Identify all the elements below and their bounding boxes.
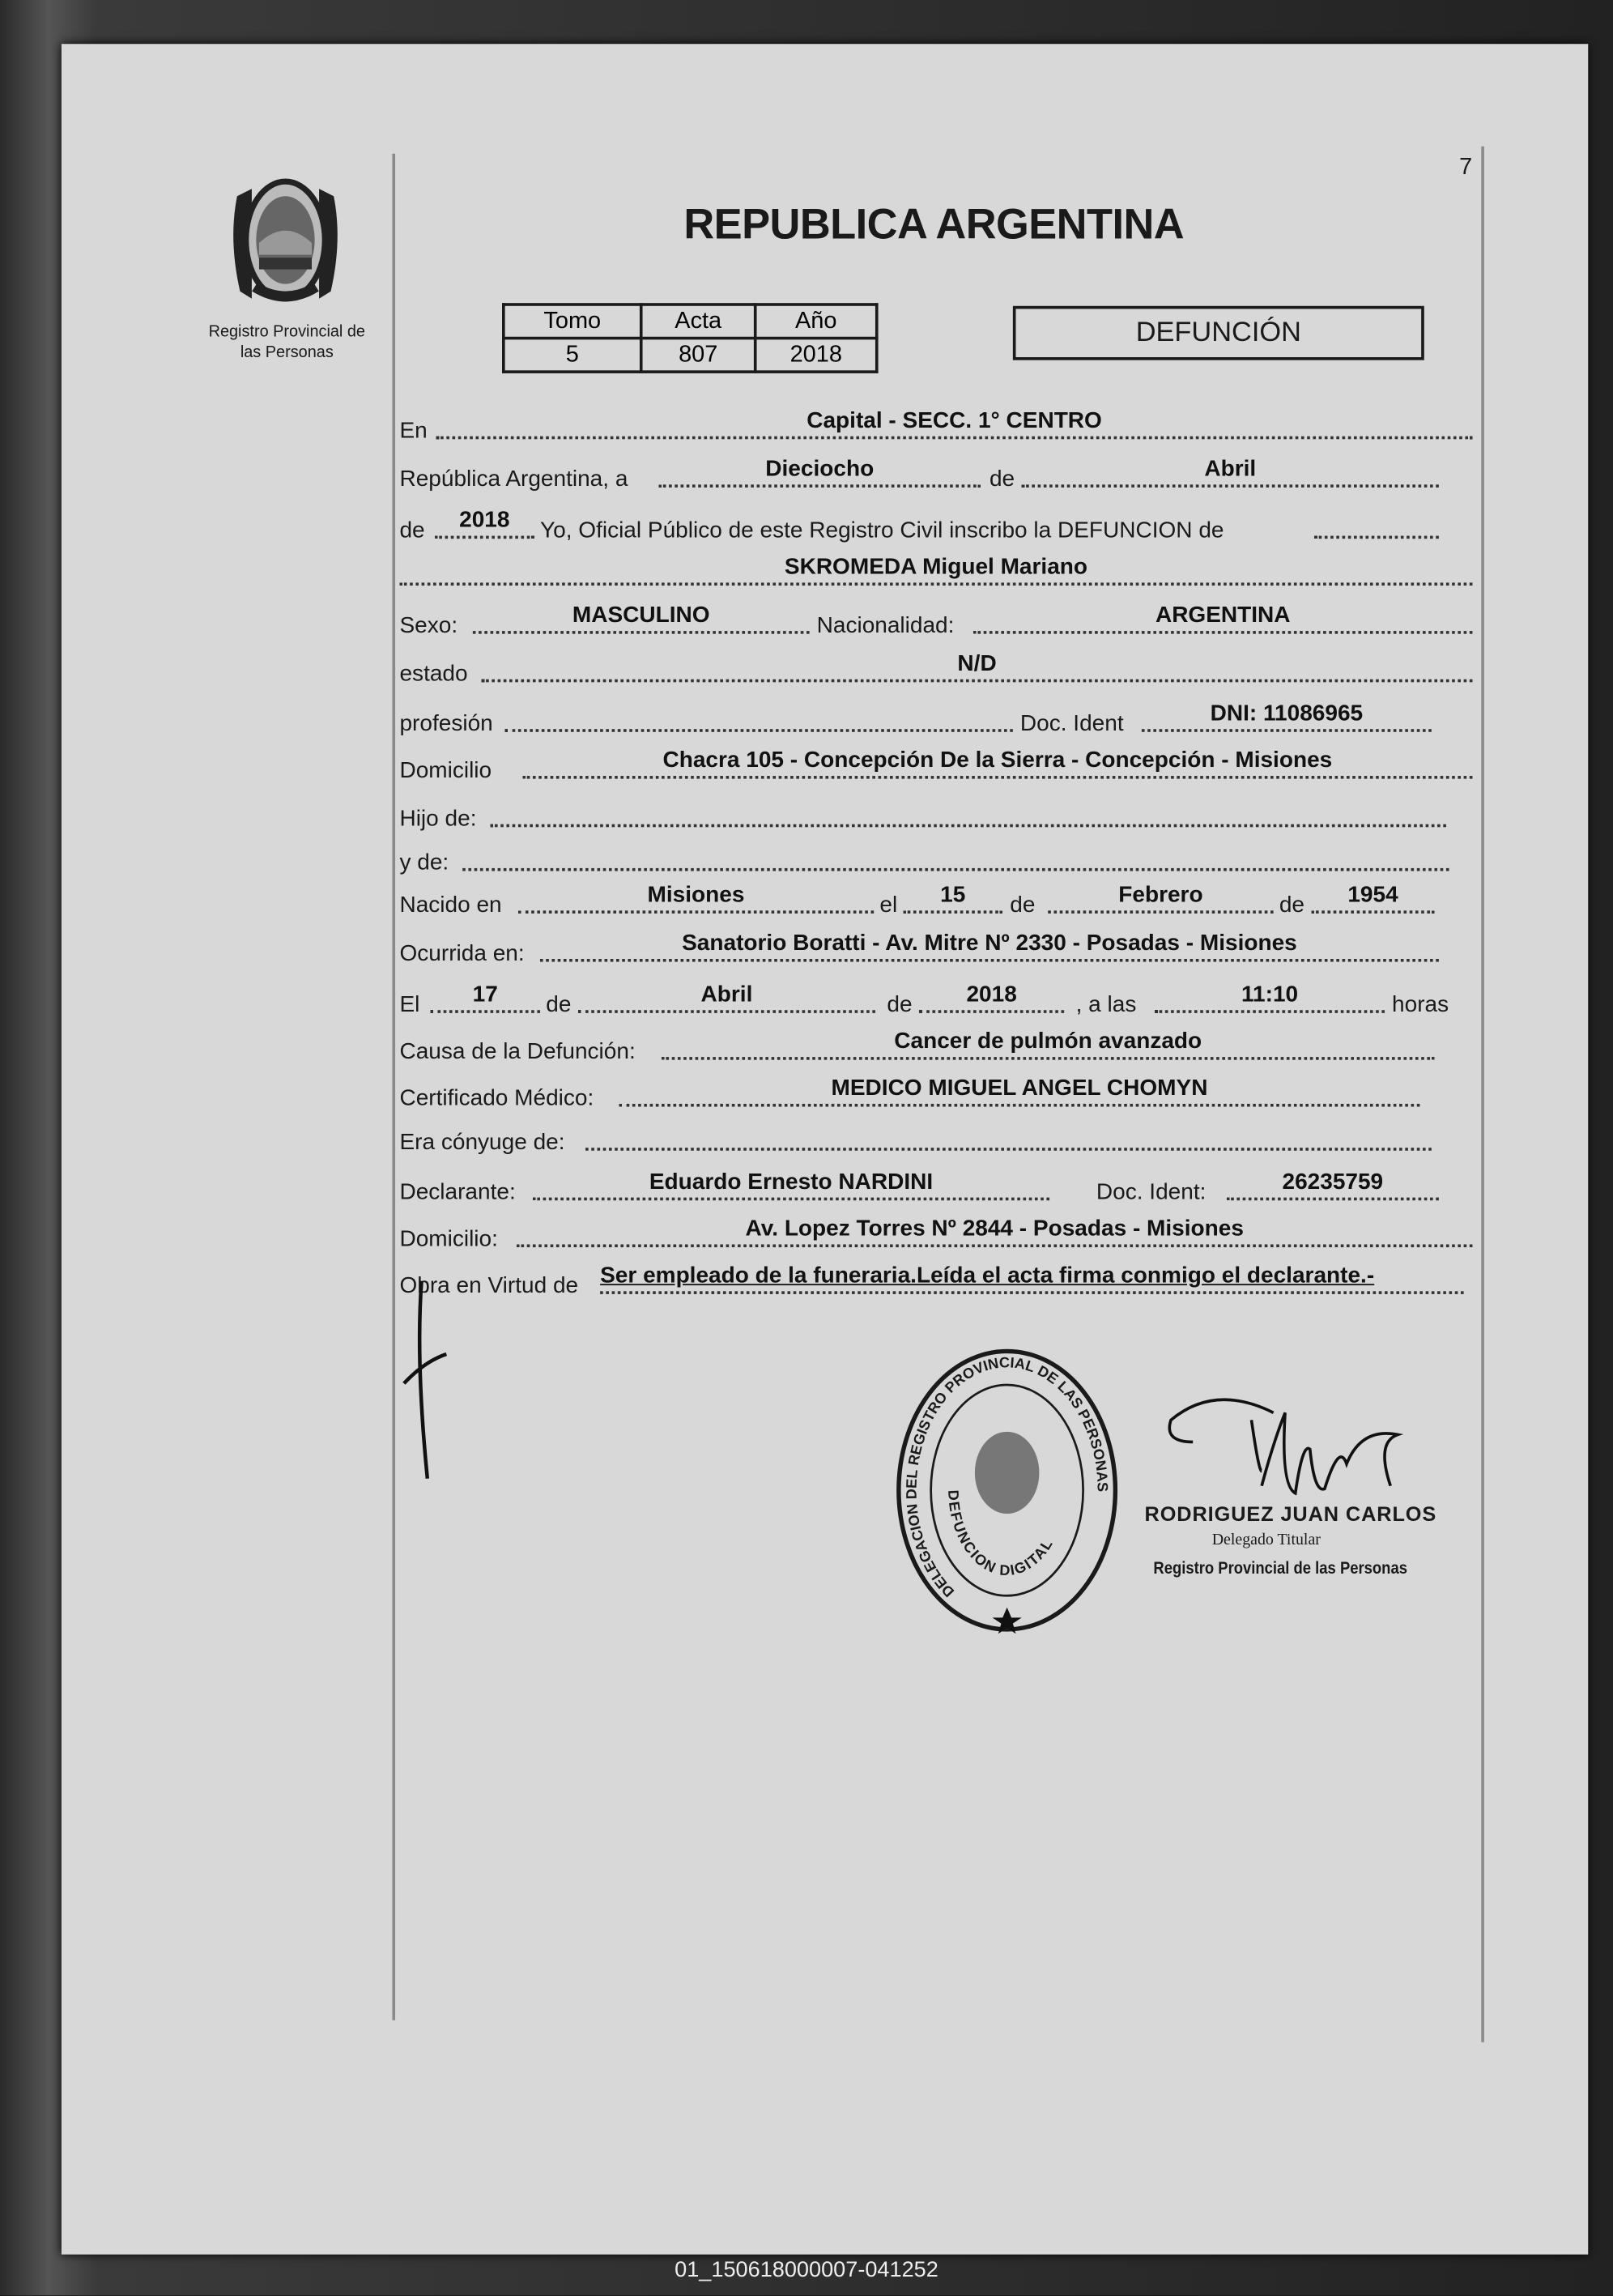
field-label: Sexo: — [399, 613, 458, 639]
handwritten-mark — [395, 1274, 468, 1493]
declarant-doc-value: 26235759 — [1227, 1171, 1439, 1200]
father-value — [491, 798, 1446, 827]
value-tomo: 5 — [504, 339, 641, 373]
value-acta: 807 — [641, 339, 755, 373]
field-label: de — [887, 992, 913, 1018]
official-stamp — [890, 1344, 1124, 1637]
registry-caption-line-2: las Personas — [240, 343, 334, 362]
registry-caption-line-1: Registro Provincial de — [208, 323, 365, 342]
spouse-value — [585, 1122, 1432, 1151]
birth-year-value: 1954 — [1312, 884, 1435, 914]
doc-ident-value: DNI: 11086965 — [1142, 703, 1432, 732]
month-value: Abril — [1022, 458, 1439, 488]
field-label: Doc. Ident: — [1096, 1179, 1207, 1205]
field-label: estado — [399, 662, 468, 687]
field-label: profesión — [399, 711, 493, 737]
death-day-value: 17 — [430, 984, 540, 1013]
field-label: Era cónyuge de: — [399, 1130, 565, 1156]
field-label: de — [989, 466, 1015, 492]
field-label: Ocurrida en: — [399, 941, 525, 967]
birthplace-value: Misiones — [518, 884, 874, 914]
field-label: Yo, Oficial Público de este Registro Civil inscribo la DEFUNCION de — [540, 518, 1224, 543]
signatory-name: RODRIGUEZ JUAN CARLOS — [1144, 1502, 1437, 1526]
file-id: 01_150618000007-041252 — [675, 2257, 938, 2283]
marital-status-value: N/D — [482, 653, 1473, 682]
field-label: Certificado Médico: — [399, 1086, 594, 1111]
field-label: , a las — [1075, 992, 1137, 1018]
signatory-role: Delegado Titular — [1211, 1531, 1321, 1549]
day-value: Dieciocho — [658, 458, 981, 488]
left-margin-line — [392, 154, 394, 2021]
cause-of-death-value: Cancer de pulmón avanzado — [662, 1031, 1434, 1060]
field-label: de — [546, 992, 572, 1018]
sex-value: MASCULINO — [473, 605, 810, 634]
deceased-name-value: SKROMEDA Miguel Mariano — [399, 556, 1472, 586]
field-label: horas — [1392, 992, 1449, 1018]
field-label: Domicilio — [399, 758, 492, 784]
field-label: de — [1010, 892, 1036, 918]
province-seal-logo — [223, 167, 348, 310]
record-type-box: DEFUNCIÓN — [1013, 306, 1424, 360]
field-label: En — [399, 418, 428, 444]
record-table — [502, 303, 879, 373]
profession-value — [505, 703, 1013, 732]
birth-month-value: Febrero — [1048, 884, 1273, 914]
field-label: Hijo de: — [399, 806, 477, 832]
value-ano: 2018 — [755, 339, 877, 373]
stamp-outer-text: DELEGACION DEL REGISTRO PROVINCIAL DE LAS PERSONAS — [903, 1354, 1111, 1600]
nationality-value: ARGENTINA — [973, 605, 1472, 634]
field-label: Doc. Ident — [1019, 711, 1124, 737]
document-title: REPUBLICA ARGENTINA — [683, 202, 1185, 249]
stamp-inner-text: DEFUNCION DIGITAL — [945, 1489, 1057, 1579]
declarant-address-value: Av. Lopez Torres Nº 2844 - Posadas - Misiones — [517, 1218, 1472, 1247]
field-label: de — [399, 518, 425, 543]
year-value: 2018 — [435, 509, 534, 539]
field-label: Obra en Virtud de — [399, 1273, 579, 1299]
birth-day-value: 15 — [903, 884, 1002, 914]
basis-value: Ser empleado de la funeraria.Leída el acta firma conmigo el declarante.- — [600, 1265, 1463, 1294]
registry-caption — [190, 322, 384, 364]
field-label: Causa de la Defunción: — [399, 1039, 636, 1065]
death-time-value: 11:10 — [1155, 984, 1385, 1013]
header-acta: Acta — [641, 305, 755, 339]
field-label: y de: — [399, 850, 449, 875]
field-label: Domicilio: — [399, 1226, 498, 1252]
death-year-value: 2018 — [919, 984, 1064, 1013]
signatory-office: Registro Provincial de las Personas — [1153, 1557, 1407, 1578]
header-tomo: Tomo — [504, 305, 641, 339]
death-month-value: Abril — [578, 984, 875, 1013]
mother-value — [462, 841, 1449, 871]
place-value: Capital - SECC. 1° CENTRO — [436, 410, 1473, 439]
header-ano: Año — [755, 305, 877, 339]
extra-value — [1314, 509, 1439, 539]
field-label: República Argentina, a — [399, 466, 628, 492]
page-number: 7 — [1459, 155, 1473, 181]
field-label: de — [1279, 892, 1305, 918]
medical-certificate-value: MEDICO MIGUEL ANGEL CHOMYN — [619, 1077, 1420, 1106]
field-label: el — [879, 892, 898, 918]
death-place-value: Sanatorio Boratti - Av. Mitre Nº 2330 - Posadas - Misiones — [540, 932, 1439, 961]
right-margin-line — [1481, 147, 1483, 2043]
field-label: Nacido en — [399, 892, 502, 918]
field-label: Declarante: — [399, 1179, 516, 1205]
field-label: Nacionalidad: — [816, 613, 955, 639]
address-value: Chacra 105 - Concepción De la Sierra - Concepción - Misiones — [522, 749, 1472, 778]
field-label: El — [399, 992, 420, 1018]
declarant-value: Eduardo Ernesto NARDINI — [533, 1171, 1049, 1200]
